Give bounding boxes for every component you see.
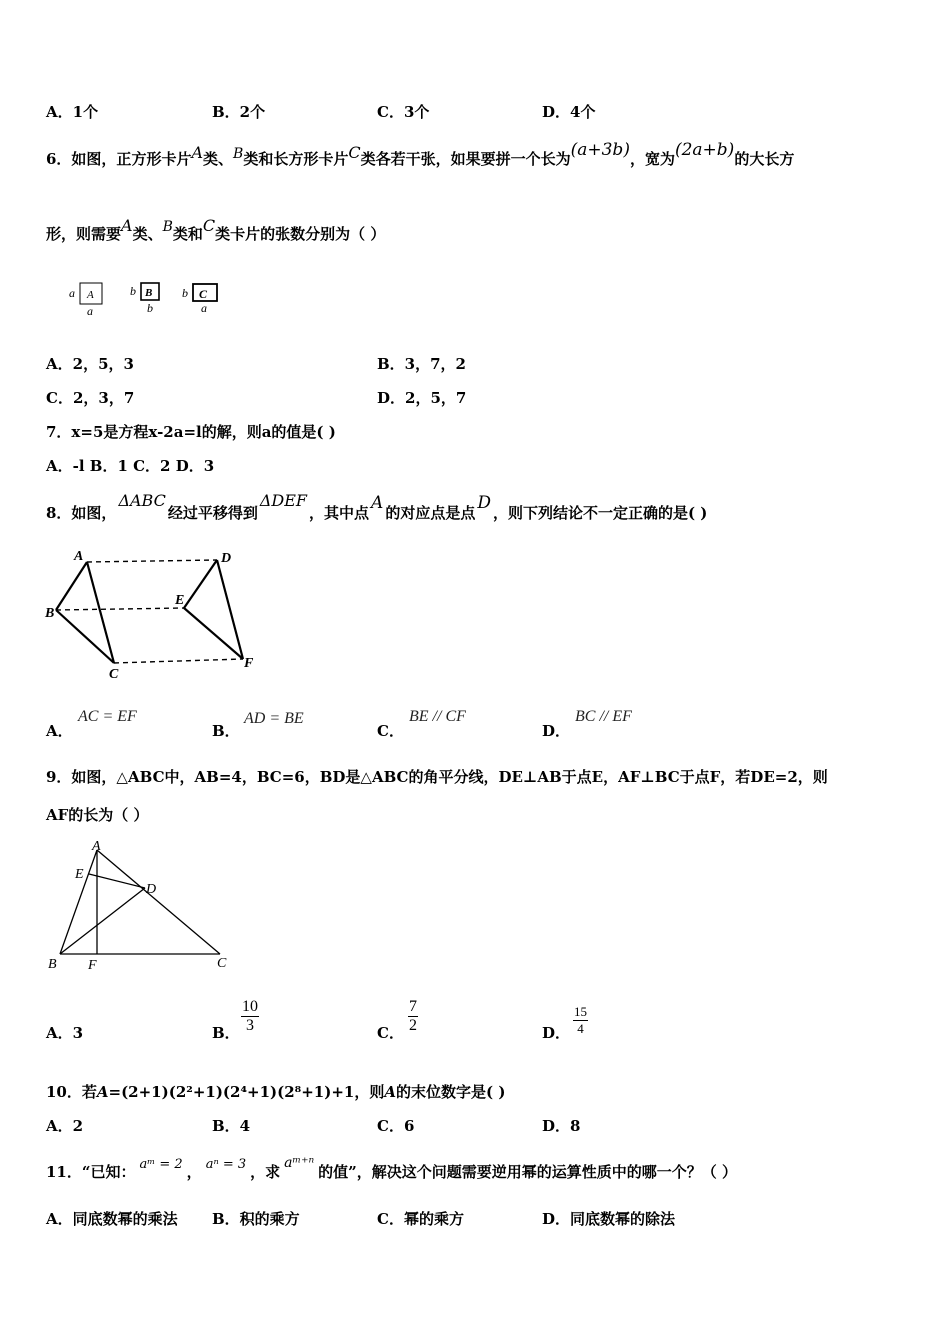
card-b — [130, 283, 159, 315]
q8-option-b-letter: B． — [212, 722, 240, 740]
q7-options: A．-l B．1 C．2 D．3 — [46, 457, 215, 475]
q8-label-d: D — [221, 551, 232, 566]
q8-option-d-expr: BC // EF — [575, 708, 632, 725]
q11-stem: 11．“已知： aᵐ = 2 ， aⁿ = 3 ，求 aᵐ⁺ⁿ 的值”，解决这个问题需要逆用幂的运算性质中的哪一个？（ ） — [46, 1155, 738, 1181]
q8-option-c-expr: BE // CF — [409, 708, 466, 725]
q6-option-d: D．2，5，7 — [377, 389, 467, 407]
svg-text:b: b — [182, 286, 188, 300]
q8-option-a-letter: A． — [46, 722, 73, 740]
q10-option-b: B．4 — [212, 1117, 251, 1135]
q9-label-f: F — [88, 958, 97, 973]
q9-option-b-letter: B． — [212, 1024, 240, 1042]
svg-text:A: A — [87, 289, 94, 301]
q8-option-c-letter: C． — [377, 722, 404, 740]
q5-option-a: A．1个 — [46, 103, 99, 121]
card-a — [69, 283, 102, 318]
svg-text:a: a — [69, 286, 75, 300]
svg-text:C: C — [199, 287, 208, 301]
q9-label-c: C — [217, 956, 227, 971]
q6-stem-2: 形，则需要A类、B类和C类卡片的张数分别为（ ） — [46, 216, 386, 243]
q5-option-b: B．2个 — [212, 103, 266, 121]
q11-option-b: B．积的乘方 — [212, 1210, 300, 1228]
q10-stem: 10．若A=(2+1)(2²+1)(2⁴+1)(2⁸+1)+1，则A的末位数字是( ) — [46, 1083, 506, 1101]
q7-stem: 7．x=5是方程x-2a=l的解，则a的值是( ) — [46, 423, 336, 441]
q10-option-d: D．8 — [542, 1117, 581, 1135]
q9-option-c-fraction: $\frac{7}{2}$ — [409, 998, 417, 1034]
q6-stem-1: 6．如图，正方形卡片A类、B类和长方形卡片C类各若干张，如果要拼一个长为(a+3b)，宽为(2a+b)的大长方 — [46, 140, 795, 168]
q9-triangle-figure — [44, 838, 244, 973]
q8-stem: 8．如图，ΔABC经过平移得到ΔDEF，其中点 A 的对应点是点 D ，则下列结论不一定正确的是( ) — [46, 491, 708, 522]
svg-text:B: B — [145, 287, 153, 299]
svg-text:b: b — [147, 301, 153, 315]
q8-label-e: E — [175, 593, 185, 608]
svg-text:b: b — [130, 284, 136, 298]
q5-option-c: C．3个 — [377, 103, 430, 121]
q10-option-c: C．6 — [377, 1117, 415, 1135]
q11-option-c: C．幂的乘方 — [377, 1210, 464, 1228]
q9-label-d: D — [146, 882, 157, 897]
svg-text:a: a — [87, 304, 93, 318]
q8-option-b-expr: AD = BE — [244, 710, 304, 727]
q11-option-d: D．同底数幂的除法 — [542, 1210, 676, 1228]
q6-option-b: B．3，7，2 — [377, 355, 466, 373]
q8-translation-figure — [42, 548, 272, 683]
q6-option-c: C．2，3，7 — [46, 389, 135, 407]
q9-option-d-fraction: $\frac{15}{4}$ — [574, 1004, 587, 1036]
q10-option-a: A．2 — [46, 1117, 84, 1135]
q9-option-d-letter: D． — [542, 1024, 571, 1042]
svg-text:a: a — [201, 301, 207, 315]
q9-stem-1: 9．如图，△ABC中，AB=4，BC=6，BD是△ABC的角平分线，DE⊥AB于点E，AF⊥BC于点F，若DE=2，则 — [46, 768, 828, 786]
q11-option-a: A．同底数幂的乘法 — [46, 1210, 178, 1228]
q6-width-expr: (2a+b) — [674, 140, 735, 160]
q9-label-e: E — [75, 867, 84, 882]
q8-label-a: A — [74, 549, 84, 564]
card-c — [182, 284, 217, 315]
q6-cards-figure — [66, 278, 236, 318]
q9-option-b-fraction: $\frac{10}{3}$ — [242, 998, 258, 1034]
q8-label-f: F — [244, 656, 254, 671]
q6-length-expr: (a+3b) — [570, 140, 630, 160]
q8-option-a-expr: AC = EF — [78, 708, 137, 725]
q9-option-c-letter: C． — [377, 1024, 404, 1042]
q8-label-b: B — [45, 606, 55, 621]
q9-option-a: A．3 — [46, 1024, 84, 1042]
q6-option-a: A．2，5，3 — [46, 355, 134, 373]
q8-label-c: C — [109, 667, 119, 682]
q9-label-b: B — [48, 957, 57, 972]
q9-stem-2: AF的长为（ ） — [46, 806, 149, 824]
q5-option-d: D．4个 — [542, 103, 596, 121]
q8-option-d-letter: D． — [542, 722, 571, 740]
q9-label-a: A — [92, 839, 101, 854]
